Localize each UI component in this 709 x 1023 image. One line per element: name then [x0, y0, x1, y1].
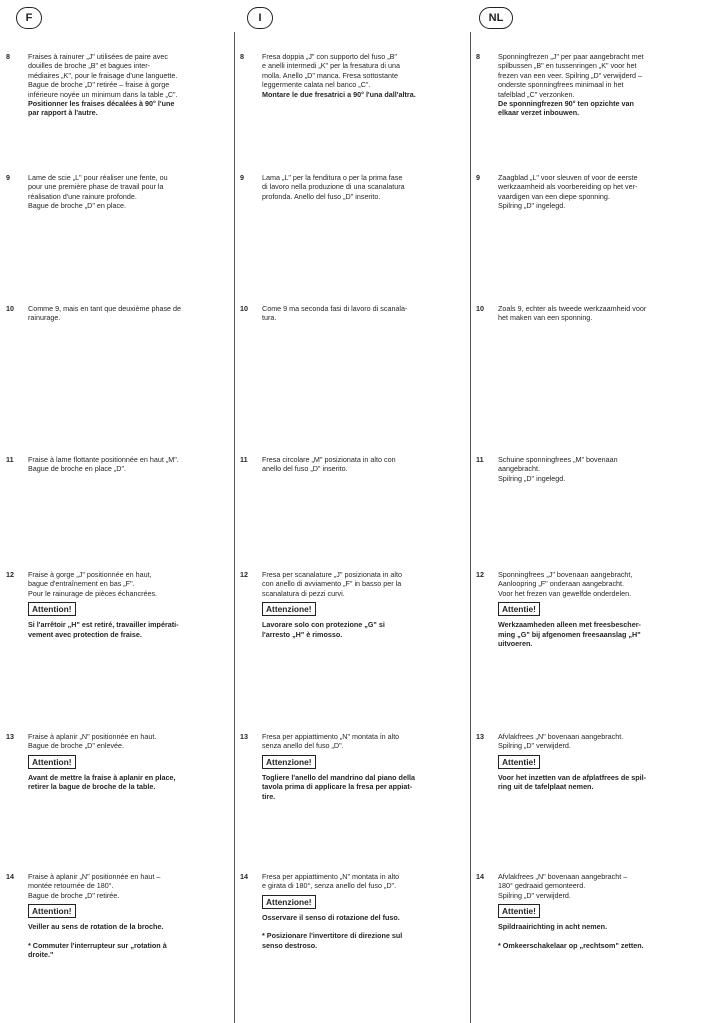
text-line: werkzaamheid als voorbereiding op het ver- [498, 182, 638, 192]
text-line: Bague de broche „D" retirée – fraise à gorge [28, 80, 170, 90]
language-badge-italian: I [247, 7, 273, 29]
instruction-item [6, 872, 231, 959]
item-number: 9 [6, 173, 10, 182]
text-line: pour une première phase de travail pour la [28, 182, 164, 192]
warning-line: ring uit de tafelplaat nemen. [498, 782, 594, 792]
text-line: Fraise à gorge „J" positionnée en haut, [28, 570, 152, 579]
text-line: Spilring „D" verwijderd. [498, 741, 571, 751]
text-line: Lama „L" per la fenditura o per la prima fase [262, 173, 403, 182]
instruction-item [240, 570, 466, 639]
text-line: Come 9 ma seconda fasi di lavoro di scanala- [262, 304, 408, 313]
text-line: Afvlakfrees „N" bovenaan aangebracht – [498, 872, 628, 881]
text-line: Zaagblad „L" voor sleuven of voor de eerste [498, 173, 638, 182]
instruction-item [476, 872, 704, 950]
warning-line: Veiller au sens de rotation de la broche. [28, 922, 164, 932]
warning-text [498, 922, 700, 931]
text-line: vaardigen van een diepe sponning. [498, 191, 610, 201]
item-number: 10 [240, 304, 248, 313]
text-line: Zoals 9, echter als tweede werkzaamheid voor [498, 304, 647, 313]
item-text [498, 570, 704, 648]
item-number: 12 [6, 570, 14, 579]
item-number: 13 [240, 732, 248, 741]
text-line: Comme 9, mais en tant que deuxième phase de [28, 304, 182, 313]
item-number: 13 [476, 732, 484, 741]
footnote-line: droite." [28, 950, 54, 960]
text-line: profonda. Anello del fuso „D" inserito. [262, 191, 381, 201]
attention-box: Attenzione! [262, 895, 316, 909]
item-text [28, 732, 231, 792]
text-line: rainurage. [28, 313, 61, 323]
text-line: montée retournée de 180°. [28, 881, 114, 891]
item-number: 11 [6, 455, 14, 464]
text-line: 180° gedraaid gemonteerd. [498, 881, 586, 891]
item-number: 9 [476, 173, 480, 182]
column-italian [240, 0, 466, 1023]
footnote [498, 941, 700, 950]
column-divider-2 [470, 32, 471, 1023]
instruction-item [240, 304, 466, 323]
item-text [28, 872, 231, 959]
text-line: tura. [262, 313, 277, 323]
footnote [28, 941, 227, 960]
text-line: Schuine sponningfrees „M" bovenaan [498, 455, 618, 464]
warning-line: Avant de mettre la fraise à aplanir en place, [28, 772, 176, 782]
item-text [262, 304, 466, 323]
attention-box: Attentie! [498, 755, 540, 769]
text-line: con anello di avviamento „F" in basso per la [262, 579, 402, 589]
instruction-item [240, 732, 466, 801]
text-line: Lame de scie „L" pour réaliser une fente, ou [28, 173, 168, 182]
warning-text [28, 620, 227, 639]
language-badge-dutch: NL [479, 7, 513, 29]
text-line: réalisation d'une rainure profonde. [28, 191, 137, 201]
text-line: senza anello del fuso „D". [262, 741, 344, 751]
text-line: Bague de broche „D" enlevée. [28, 741, 125, 751]
warning-line: Togliere l'anello del mandrino dal piano della [262, 772, 415, 782]
item-number: 12 [476, 570, 484, 579]
text-line: bague d'entraînement en bas „F". [28, 579, 135, 589]
column-dutch [476, 0, 704, 1023]
text-line: Fraise à aplanir „N" positionnée en haut – [28, 872, 161, 881]
warning-line: tire. [262, 791, 276, 801]
footnote-line: * Commuter l'interrupteur sur „rotation à [28, 940, 167, 950]
warning-line: Si l'arrêtoir „H" est retiré, travailler impérati- [28, 620, 179, 630]
item-text [28, 52, 231, 118]
item-number: 11 [476, 455, 484, 464]
warning-line: ming „G" bij afgenomen freesaanslag „H" [498, 629, 641, 639]
attention-box: Attenzione! [262, 755, 316, 769]
instruction-item [240, 455, 466, 474]
text-line: di lavoro nella produzione di una scanalatura [262, 182, 405, 192]
warning-text [262, 620, 462, 639]
attention-box: Attentie! [498, 602, 540, 616]
text-line: Fresa doppia „J" con supporto del fuso „B" [262, 52, 397, 61]
warning-text [28, 773, 227, 792]
instruction-item [240, 52, 466, 99]
item-text [262, 173, 466, 201]
item-text [262, 732, 466, 801]
instruction-item [240, 872, 466, 950]
text-line: scanalatura di pezzi curvi. [262, 588, 345, 598]
item-text [498, 732, 704, 792]
instruction-item [240, 173, 466, 201]
instruction-item [476, 52, 704, 118]
warning-text [498, 773, 700, 792]
item-text [262, 455, 466, 474]
item-text [28, 570, 231, 639]
warning-line: uitvoeren. [498, 639, 533, 649]
item-number: 10 [476, 304, 484, 313]
warning-line: retirer la bague de broche de la table. [28, 782, 156, 792]
warning-line: Osservare il senso di rotazione del fuso. [262, 912, 400, 922]
text-line: frezen van een veer. Spilring „D" verwijderd – [498, 70, 642, 80]
warning-line: tavola prima di applicare la fresa per appiat- [262, 782, 413, 792]
item-number: 14 [6, 872, 14, 881]
text-line: tafelblad „C" verzonken. [498, 89, 575, 99]
item-number: 8 [6, 52, 10, 61]
item-text [498, 52, 704, 118]
text-line: spilbussen „B" en tussenringen „K" voor het [498, 61, 637, 71]
bold-text-line: Montare le due fresatrici a 90° l'una dall'altra. [262, 89, 416, 99]
text-line: inférieure noyée un minimum dans la table „C". [28, 89, 178, 99]
warning-text [498, 620, 700, 648]
footnote [262, 931, 462, 950]
item-number: 12 [240, 570, 248, 579]
text-line: het maken van een sponning. [498, 313, 593, 323]
text-line: Bague de broche „D" en place. [28, 201, 127, 211]
attention-box: Attentie! [498, 904, 540, 918]
item-text [262, 52, 466, 99]
attention-box: Attention! [28, 904, 76, 918]
instruction-item [6, 455, 231, 474]
item-text [498, 455, 704, 483]
instruction-item [6, 304, 231, 323]
bold-text-line: par rapport à l'autre. [28, 108, 98, 118]
text-line: e girata di 180°, senza anello del fuso „D". [262, 881, 397, 891]
column-french [6, 0, 231, 1023]
warning-line: l'arresto „H" è rimosso. [262, 629, 343, 639]
item-text [498, 173, 704, 211]
item-number: 13 [6, 732, 14, 741]
text-line: Fresa per scanalature „J" posizionata in alto [262, 570, 402, 579]
attention-box: Attention! [28, 755, 76, 769]
item-text [28, 304, 231, 323]
item-text [28, 455, 231, 474]
instruction-item [6, 732, 231, 792]
warning-line: Lavorare solo con protezione „G" si [262, 620, 385, 630]
text-line: onderste sponningfrees minimaal in het [498, 80, 624, 90]
text-line: Sponningfrees „J" bovenaan aangebracht, [498, 570, 633, 579]
instruction-item [476, 173, 704, 211]
text-line: molla. Anello „D" manca. Fresa sottostante [262, 70, 398, 80]
footnote-line: * Omkeerschakelaar op „rechtsom" zetten. [498, 940, 644, 950]
item-number: 14 [240, 872, 248, 881]
text-line: Afvlakfrees „N" bovenaan aangebracht. [498, 732, 624, 741]
item-number: 10 [6, 304, 14, 313]
item-text [498, 872, 704, 950]
text-line: Fraise à lame flottante positionnée en haut „M". [28, 455, 179, 464]
item-number: 8 [476, 52, 480, 61]
item-text [498, 304, 704, 323]
text-line: douilles de broche „B" et bagues inter- [28, 61, 151, 71]
instruction-item [476, 732, 704, 792]
bold-text-line: De sponningfrezen 90° ten opzichte van [498, 99, 634, 109]
item-number: 8 [240, 52, 244, 61]
warning-text [262, 773, 462, 801]
item-number: 14 [476, 872, 484, 881]
text-line: Fraise à aplanir „N" positionnée en haut. [28, 732, 157, 741]
text-line: Aanloopring „F" onderaan aangebracht. [498, 579, 625, 589]
text-line: anello del fuso „D" inserito. [262, 464, 348, 474]
text-line: Spilring „D" verwijderd. [498, 890, 571, 900]
instruction-item [6, 52, 231, 118]
warning-line: Spildraairichting in acht nemen. [498, 922, 608, 932]
item-text [28, 173, 231, 211]
text-line: Fraises à rainurer „J" utilisées de paire avec [28, 52, 168, 61]
footnote-line: * Posizionare l'invertitore di direzione sul [262, 931, 403, 941]
text-line: Pour le rainurage de pièces échancrées. [28, 588, 158, 598]
footnote-line: senso destroso. [262, 940, 318, 950]
warning-text [28, 922, 227, 931]
item-number: 11 [240, 455, 248, 464]
text-line: Bague de broche en place „D". [28, 464, 127, 474]
instruction-item [476, 455, 704, 483]
warning-line: Voor het inzetten van de afplatfrees de spil- [498, 772, 647, 782]
text-line: médiaires „K", pour le fraisage d'une languette. [28, 70, 178, 80]
instruction-item [476, 570, 704, 648]
instruction-item [476, 304, 704, 323]
text-line: e anelli intermedi „K" per la fresatura di una [262, 61, 400, 71]
instruction-item [6, 173, 231, 211]
text-line: Spilring „D" ingelegd. [498, 201, 566, 211]
text-line: Fresa per appiattimento „N" montata in alto [262, 732, 400, 741]
attention-box: Attention! [28, 602, 76, 616]
text-line: leggermente calata nel banco „C". [262, 80, 371, 90]
instruction-item [6, 570, 231, 639]
item-text [262, 872, 466, 950]
attention-box: Attenzione! [262, 602, 316, 616]
language-badge-french: F [16, 7, 42, 29]
text-line: Spilring „D" ingelegd. [498, 473, 566, 483]
item-number: 9 [240, 173, 244, 182]
warning-line: vement avec protection de fraise. [28, 629, 142, 639]
text-line: Voor het frezen van gewelfde onderdelen. [498, 588, 632, 598]
warning-line: Werkzaamheden alleen met freesbescher- [498, 620, 641, 630]
text-line: Bague de broche „D" retirée. [28, 890, 120, 900]
item-text [262, 570, 466, 639]
warning-text [262, 913, 462, 922]
bold-text-line: Positionner les fraises décalées à 90° l'une [28, 99, 175, 109]
text-line: aangebracht. [498, 464, 540, 474]
text-line: Fresa per appiattimento „N" montata in alto [262, 872, 400, 881]
text-line: Fresa circolare „M" posizionata in alto con [262, 455, 396, 464]
text-line: Sponningfrezen „J" per paar aangebracht met [498, 52, 644, 61]
bold-text-line: elkaar verzet inbouwen. [498, 108, 580, 118]
column-divider-1 [234, 32, 235, 1023]
